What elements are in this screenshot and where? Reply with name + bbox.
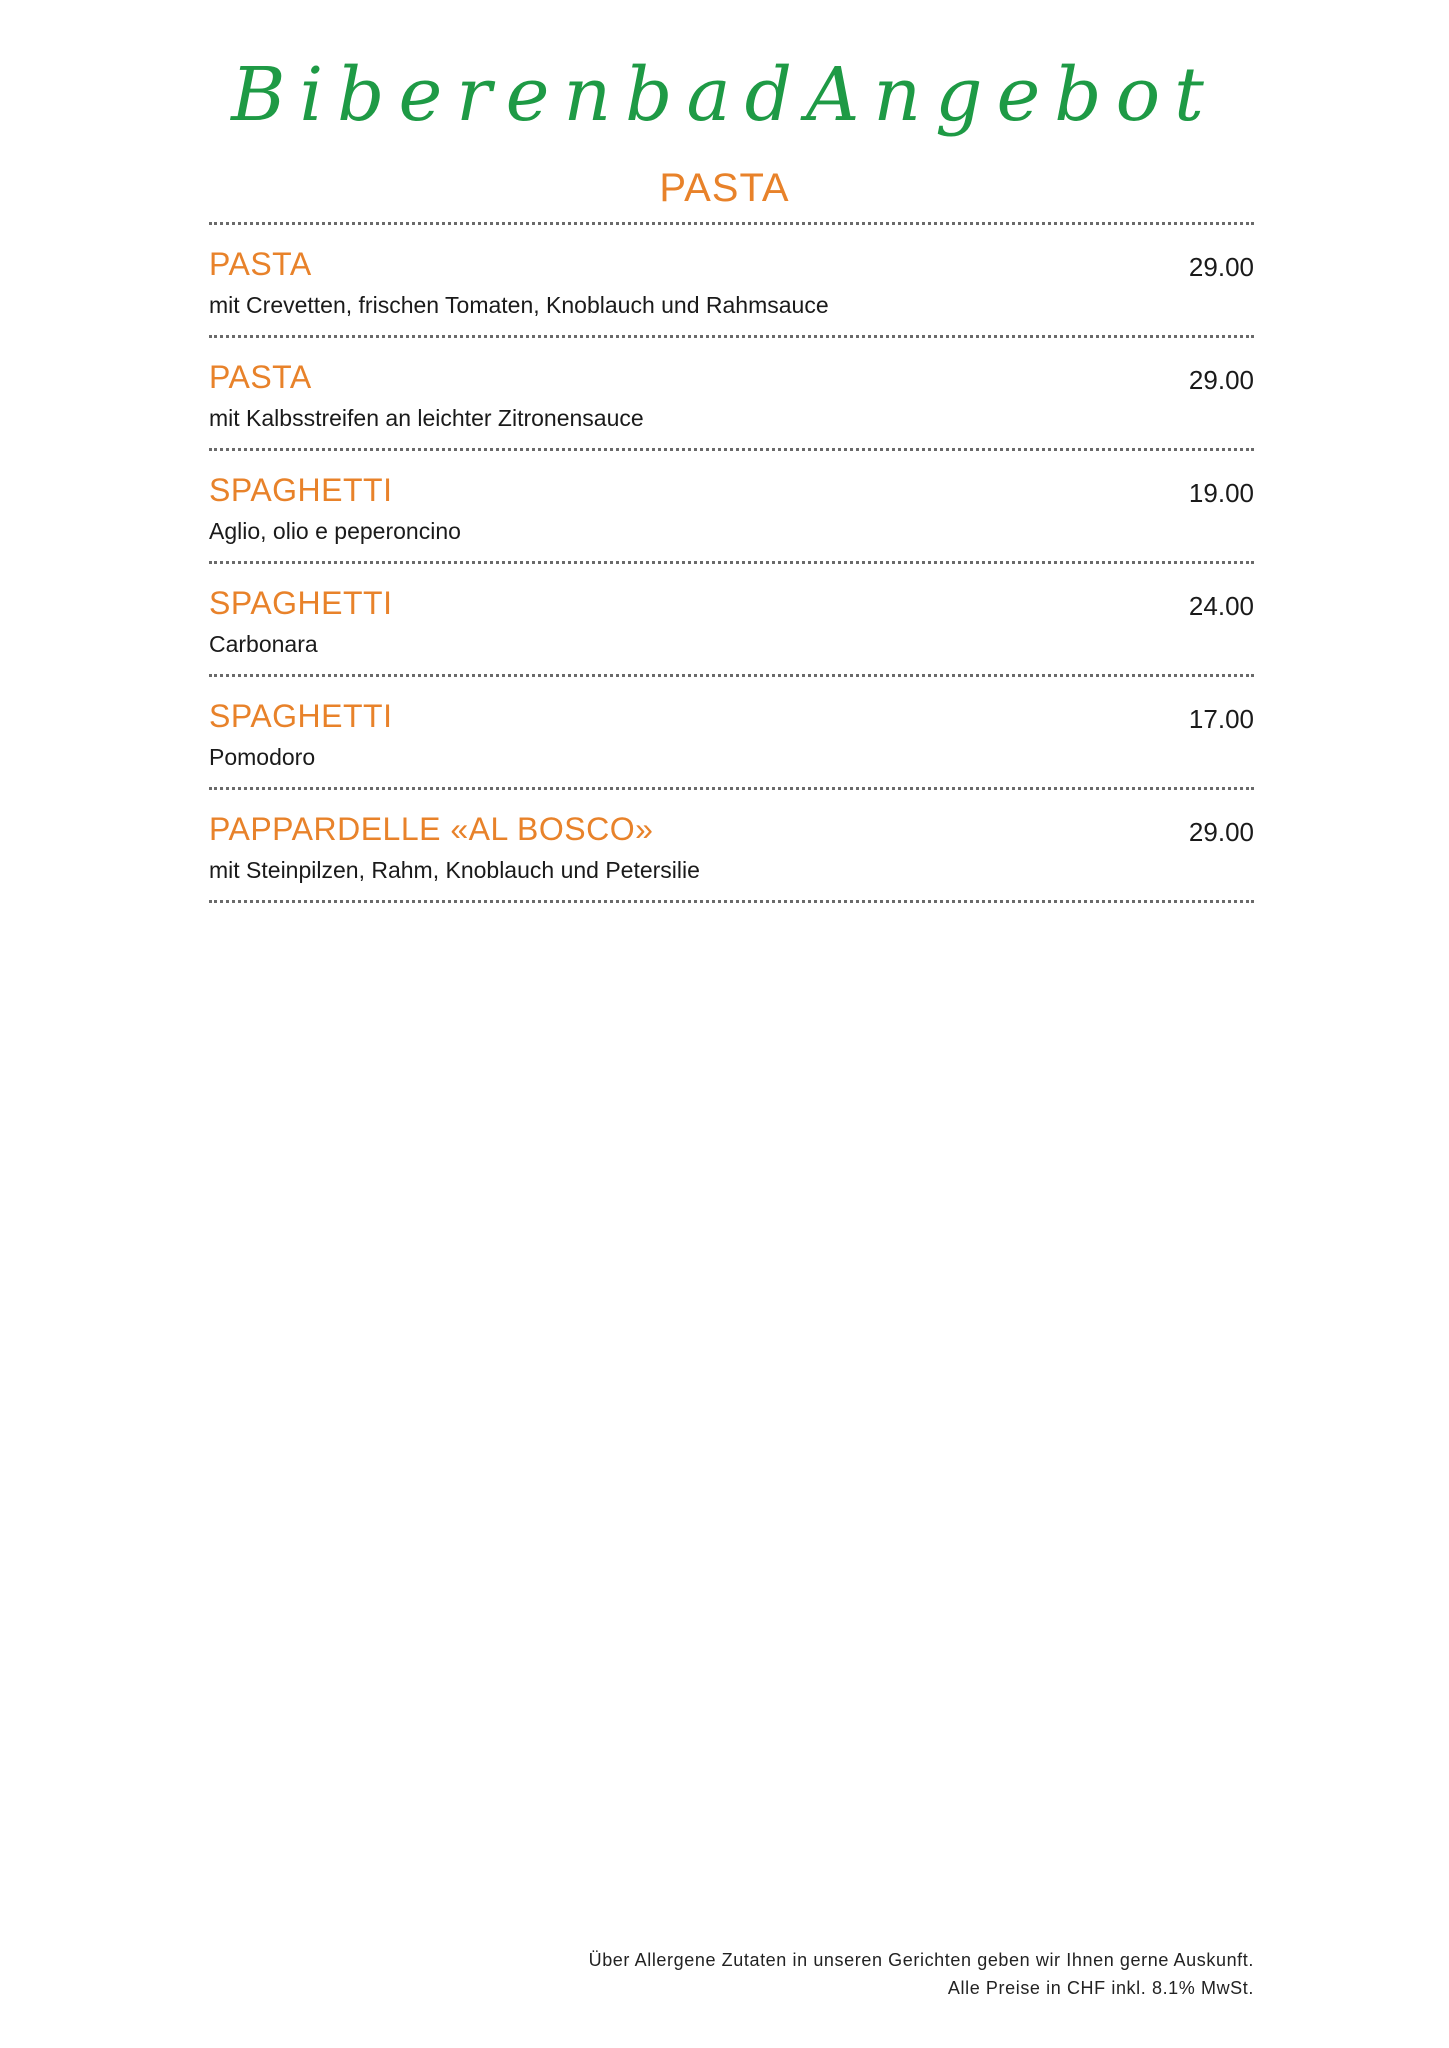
menu-item-description: mit Crevetten, frischen Tomaten, Knoblauch und Rahmsauce [209, 292, 829, 318]
menu-item-price: 19.00 [1188, 478, 1254, 508]
menu-item [209, 451, 1254, 564]
menu-item-price: 24.00 [1188, 591, 1254, 621]
menu-item-description: mit Kalbsstreifen an leichter Zitronensauce [209, 405, 644, 431]
menu-item [209, 225, 1254, 338]
menu-item-description: Carbonara [209, 631, 318, 657]
footer-notes [589, 1946, 1254, 2002]
menu-item-description: Pomodoro [209, 744, 316, 770]
menu-item-description: Aglio, olio e peperoncino [209, 518, 461, 544]
menu-item [209, 677, 1254, 790]
menu-item-description: mit Steinpilzen, Rahm, Knoblauch und Petersilie [209, 857, 700, 883]
menu-item [209, 564, 1254, 677]
menu-item-name: SPAGHETTI [209, 472, 393, 508]
allergen-note: Über Allergene Zutaten in unseren Gerichten geben wir Ihnen gerne Auskunft. [588, 1950, 1254, 1970]
menu-item-name: PAPPARDELLE «AL BOSCO» [209, 811, 654, 847]
menu-item-name: PASTA [209, 359, 312, 395]
menu-item-name: PASTA [209, 246, 312, 282]
menu-item-name: SPAGHETTI [209, 698, 393, 734]
menu-item [209, 338, 1254, 451]
menu-list [209, 222, 1254, 903]
menu-item-price: 29.00 [1188, 817, 1254, 847]
brand-title: BiberenbadAngebot [231, 52, 1218, 138]
price-note: Alle Preise in CHF inkl. 8.1% MwSt. [947, 1978, 1254, 1998]
section-title: PASTA [659, 166, 790, 210]
menu-item-price: 29.00 [1188, 365, 1254, 395]
menu-item-price: 17.00 [1188, 704, 1254, 734]
menu-item-price: 29.00 [1188, 252, 1254, 282]
menu-item [209, 790, 1254, 903]
menu-item-name: SPAGHETTI [209, 585, 393, 621]
